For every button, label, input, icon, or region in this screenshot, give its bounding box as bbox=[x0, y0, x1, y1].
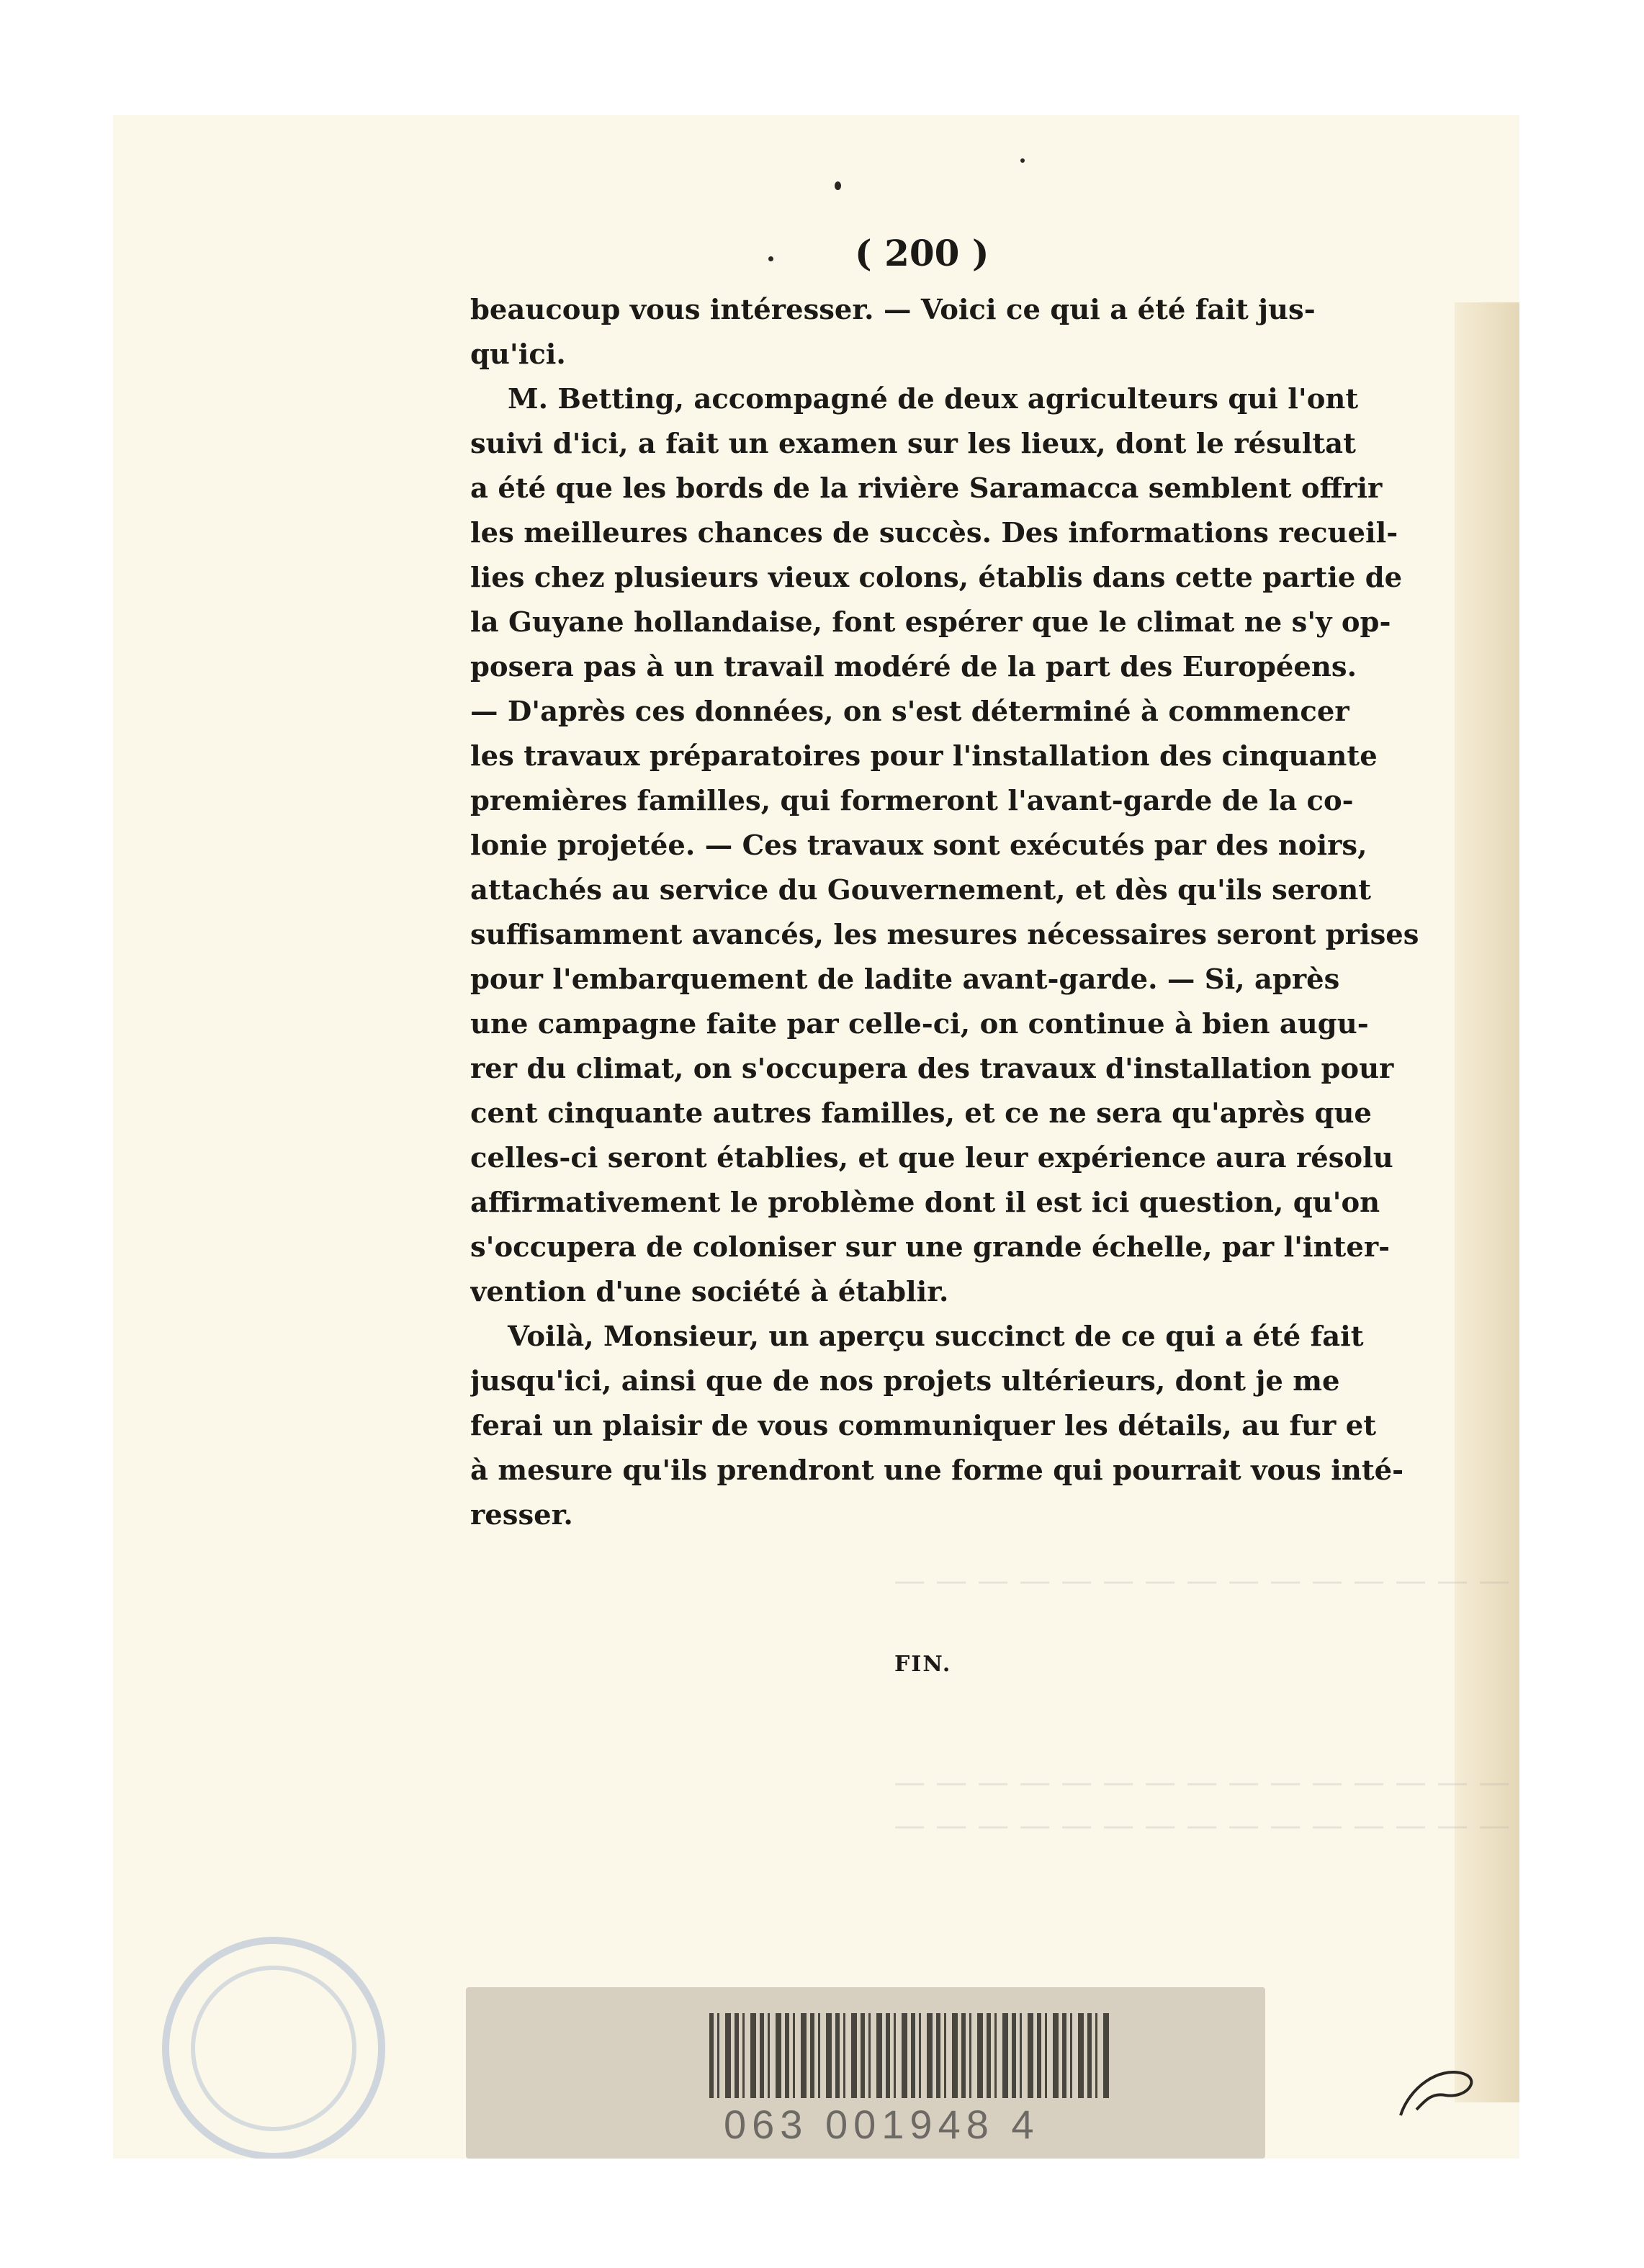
closing-fin: FIN. bbox=[894, 1652, 952, 1677]
text-line: M. Betting, accompagné de deux agriculteurs qui l'ont bbox=[508, 383, 1359, 415]
text-line: beaucoup vous intéresser. — Voici ce qui a été fait jus- bbox=[470, 294, 1316, 326]
text-line: s'occupera de coloniser sur une grande échelle, par l'inter- bbox=[470, 1231, 1391, 1264]
text-line: les travaux préparatoires pour l'installation des cinquante bbox=[470, 740, 1378, 773]
text-line: cent cinquante autres familles, et ce ne sera qu'après que bbox=[470, 1097, 1372, 1130]
text-line: lonie projetée. — Ces travaux sont exécutés par des noirs, bbox=[470, 829, 1367, 862]
text-line: affirmativement le problème dont il est ici question, qu'on bbox=[470, 1187, 1380, 1219]
pencil-mark bbox=[1395, 2059, 1481, 2124]
text-line: qu'ici. bbox=[470, 338, 566, 371]
bleed-through: — — — — — — — — — — — — — — — bbox=[894, 1764, 1510, 1801]
text-line: vention d'une société à établir. bbox=[470, 1276, 949, 1308]
barcode-label bbox=[466, 1987, 1265, 2159]
speck bbox=[1020, 158, 1025, 163]
body-text bbox=[470, 288, 1507, 1538]
bleed-through: — — — — — — — — — — — — — — — bbox=[894, 1562, 1510, 1599]
text-line: rer du climat, on s'occupera des travaux d'installation pour bbox=[470, 1053, 1394, 1085]
text-line: — D'après ces données, on s'est déterminé à commencer bbox=[470, 696, 1349, 728]
text-line: les meilleures chances de succès. Des informations recueil- bbox=[470, 517, 1398, 549]
bleed-through: — — — — — — — — — — — — — — — bbox=[894, 1807, 1510, 1844]
text-line: la Guyane hollandaise, font espérer que le climat ne s'y op- bbox=[470, 606, 1391, 639]
barcode bbox=[709, 2013, 1113, 2098]
page-number: ( 200 ) bbox=[855, 232, 989, 274]
library-stamp bbox=[155, 1930, 392, 2159]
text-line: une campagne faite par celle-ci, on continue à bien augu- bbox=[470, 1008, 1369, 1040]
text-line: posera pas à un travail modéré de la part des Européens. bbox=[470, 651, 1357, 683]
text-line: Voilà, Monsieur, un aperçu succinct de ce qui a été fait bbox=[508, 1320, 1364, 1353]
speck bbox=[835, 181, 841, 190]
text-line: suivi d'ici, a fait un examen sur les lieux, dont le résultat bbox=[470, 428, 1356, 460]
text-line: jusqu'ici, ainsi que de nos projets ultérieurs, dont je me bbox=[470, 1365, 1340, 1398]
text-line: a été que les bords de la rivière Saramacca semblent offrir bbox=[470, 472, 1383, 505]
text-line: lies chez plusieurs vieux colons, établis dans cette partie de bbox=[470, 562, 1403, 594]
barcode-number: 063 001948 4 bbox=[724, 2102, 1040, 2147]
text-line: celles-ci seront établies, et que leur expérience aura résolu bbox=[470, 1142, 1393, 1174]
text-line: pour l'embarquement de ladite avant-garde. — Si, après bbox=[470, 963, 1340, 996]
speck bbox=[768, 256, 773, 261]
text-line: premières familles, qui formeront l'avant-garde de la co- bbox=[470, 785, 1354, 817]
scanned-page bbox=[113, 115, 1519, 2159]
text-line: suffisamment avancés, les mesures nécessaires seront prises bbox=[470, 919, 1419, 951]
text-line: attachés au service du Gouvernement, et dès qu'ils seront bbox=[470, 874, 1372, 906]
text-line: ferai un plaisir de vous communiquer les détails, au fur et bbox=[470, 1410, 1376, 1442]
text-line: à mesure qu'ils prendront une forme qui pourrait vous inté- bbox=[470, 1454, 1404, 1487]
text-line: resser. bbox=[470, 1499, 573, 1531]
